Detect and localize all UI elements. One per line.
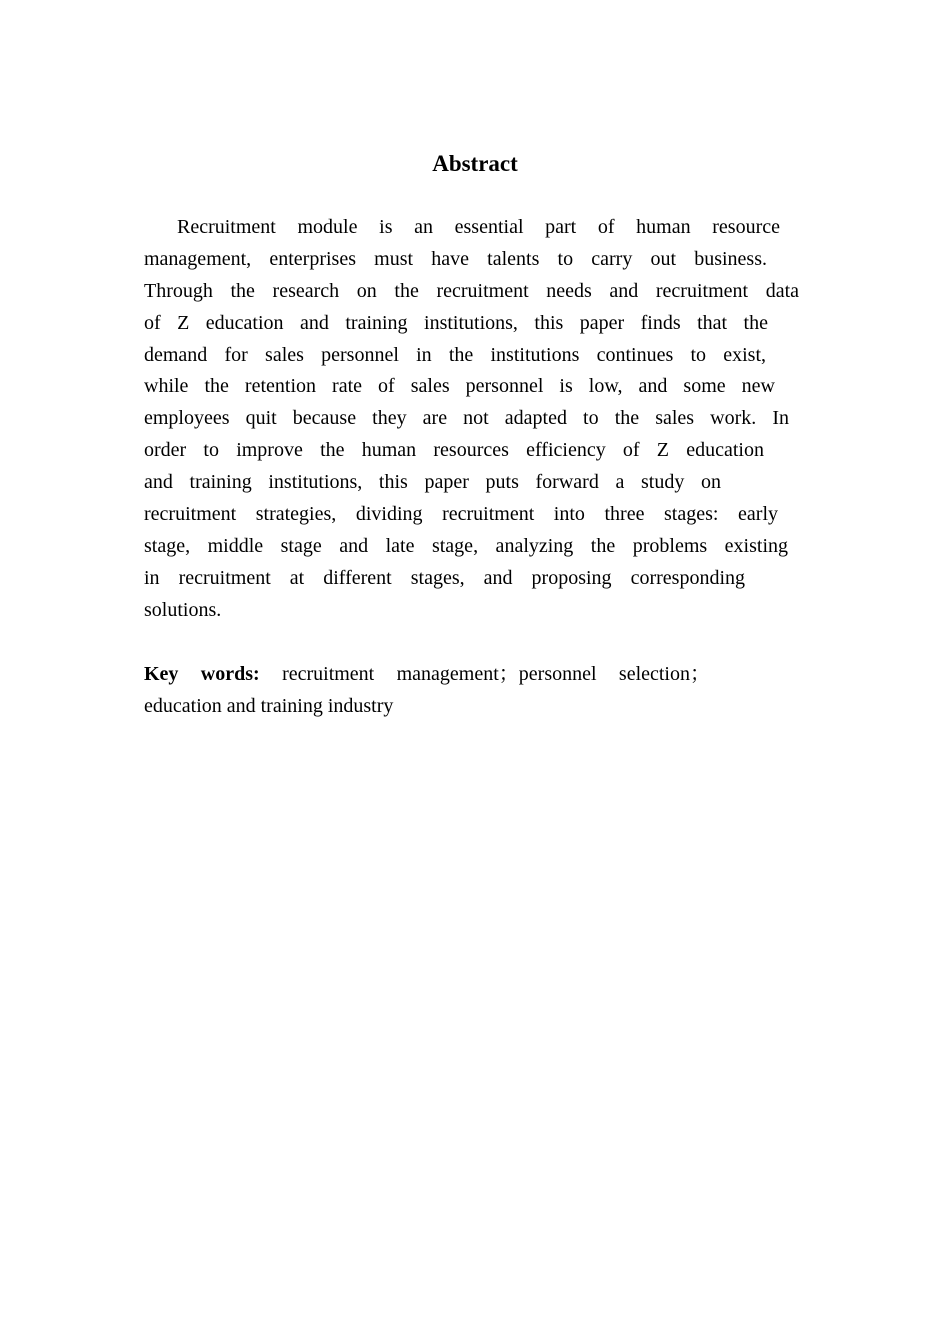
abstract-line: management, enterprises must have talents to carry out business.: [144, 247, 767, 270]
keywords-label: Key words:: [144, 663, 260, 685]
abstract-line: order to improve the human resources efficiency of Z education: [144, 439, 764, 462]
abstract-line: solutions.: [144, 598, 222, 621]
keywords-text-1: recruitment management；personnel selection；: [282, 663, 710, 685]
keywords-section: [144, 659, 799, 723]
keywords-line-1: [144, 659, 710, 691]
abstract-line: Through the research on the recruitment needs and recruitment data: [144, 279, 799, 302]
abstract-line: Recruitment module is an essential part of human resource: [177, 216, 780, 238]
abstract-line: in recruitment at different stages, and proposing corresponding: [144, 566, 745, 589]
abstract-line: recruitment strategies, dividing recruitment into three stages: early: [144, 503, 778, 526]
abstract-title: Abstract: [432, 151, 518, 176]
abstract-line: of Z education and training institutions, this paper finds that the: [144, 311, 768, 334]
abstract-line: employees quit because they are not adapted to the sales work. In: [144, 407, 789, 430]
abstract-body: [144, 212, 799, 627]
keywords-line-2: education and training industry: [144, 694, 394, 717]
abstract-line: demand for sales personnel in the institutions continues to exist,: [144, 343, 766, 366]
abstract-line: stage, middle stage and late stage, analyzing the problems existing: [144, 534, 788, 557]
abstract-line: while the retention rate of sales personnel is low, and some new: [144, 375, 775, 398]
abstract-line: and training institutions, this paper puts forward a study on: [144, 471, 721, 494]
